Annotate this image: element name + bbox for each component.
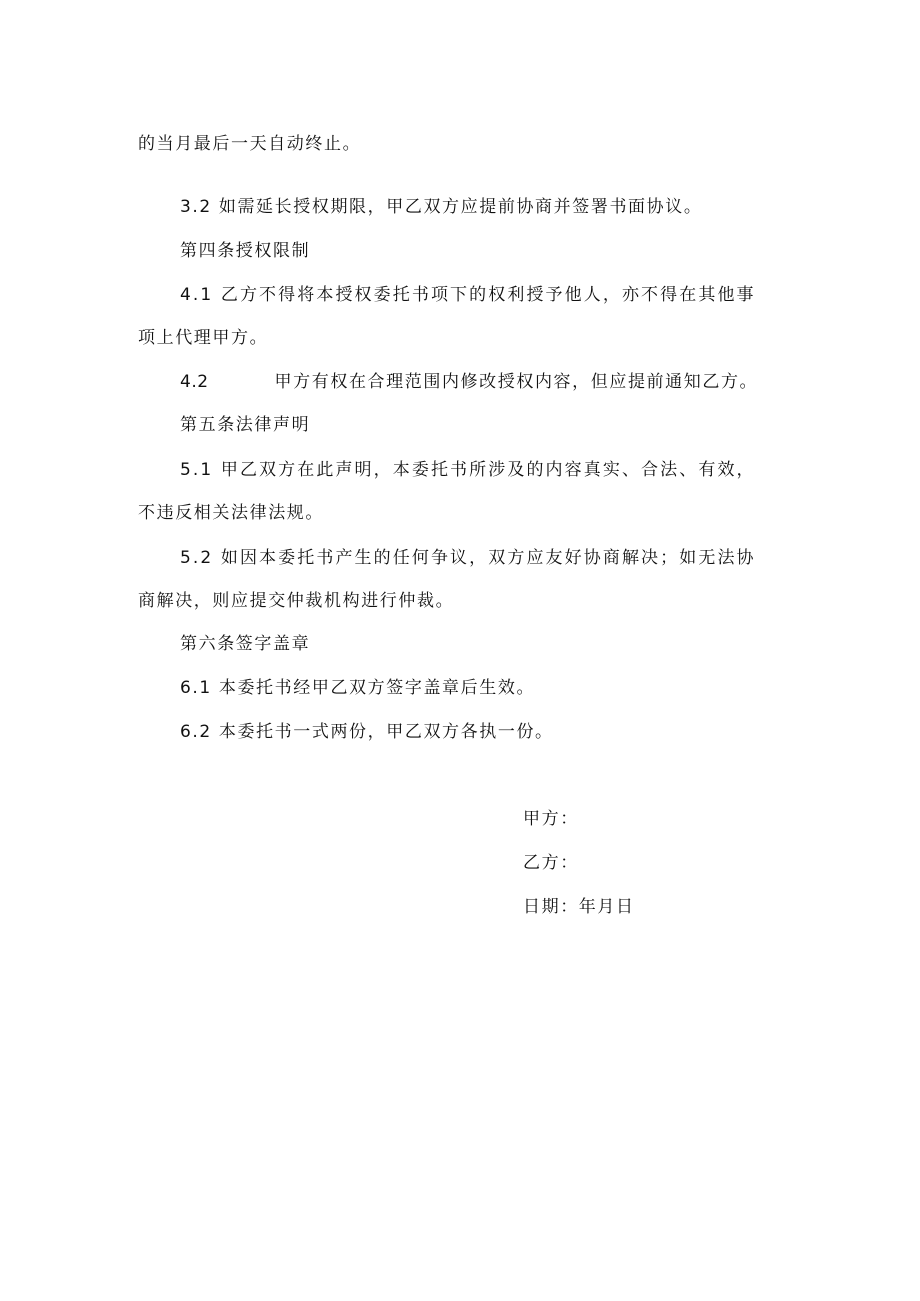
section-heading-5: 第五条法律声明	[180, 415, 311, 435]
signature-date: 日期：年月日	[523, 897, 635, 917]
clause-4-1-line-2: 项上代理甲方。	[138, 328, 269, 348]
clause-6-2: 6.2 本委托书一式两份，甲乙双方各执一份。	[180, 722, 554, 742]
clause-6-1: 6.1 本委托书经甲乙双方签字盖章后生效。	[180, 678, 536, 698]
paragraph-line-continuation: 的当月最后一天自动终止。	[138, 134, 362, 154]
clause-5-2-line-1: 5.2 如因本委托书产生的任何争议，双方应友好协商解决；如无法协	[180, 548, 756, 568]
signature-party-a: 甲方：	[523, 809, 579, 829]
clause-4-2-number: 4.2	[180, 372, 209, 392]
signature-party-b: 乙方：	[523, 853, 579, 873]
clause-5-1-line-2: 不违反相关法律法规。	[138, 503, 324, 523]
clause-3-2: 3.2 如需延长授权期限，甲乙双方应提前协商并签署书面协议。	[180, 197, 703, 217]
clause-5-2-line-2: 商解决，则应提交仲裁机构进行仲裁。	[138, 591, 455, 611]
clause-4-2-text: 甲方有权在合理范围内修改授权内容，但应提前通知乙方。	[274, 372, 759, 392]
section-heading-4: 第四条授权限制	[180, 241, 311, 261]
clause-5-1-line-1: 5.1 甲乙双方在此声明，本委托书所涉及的内容真实、合法、有效，	[180, 460, 756, 480]
clause-4-2	[180, 371, 758, 393]
section-heading-6: 第六条签字盖章	[180, 634, 311, 654]
clause-4-1-line-1: 4.1 乙方不得将本授权委托书项下的权利授予他人，亦不得在其他事	[180, 285, 756, 305]
